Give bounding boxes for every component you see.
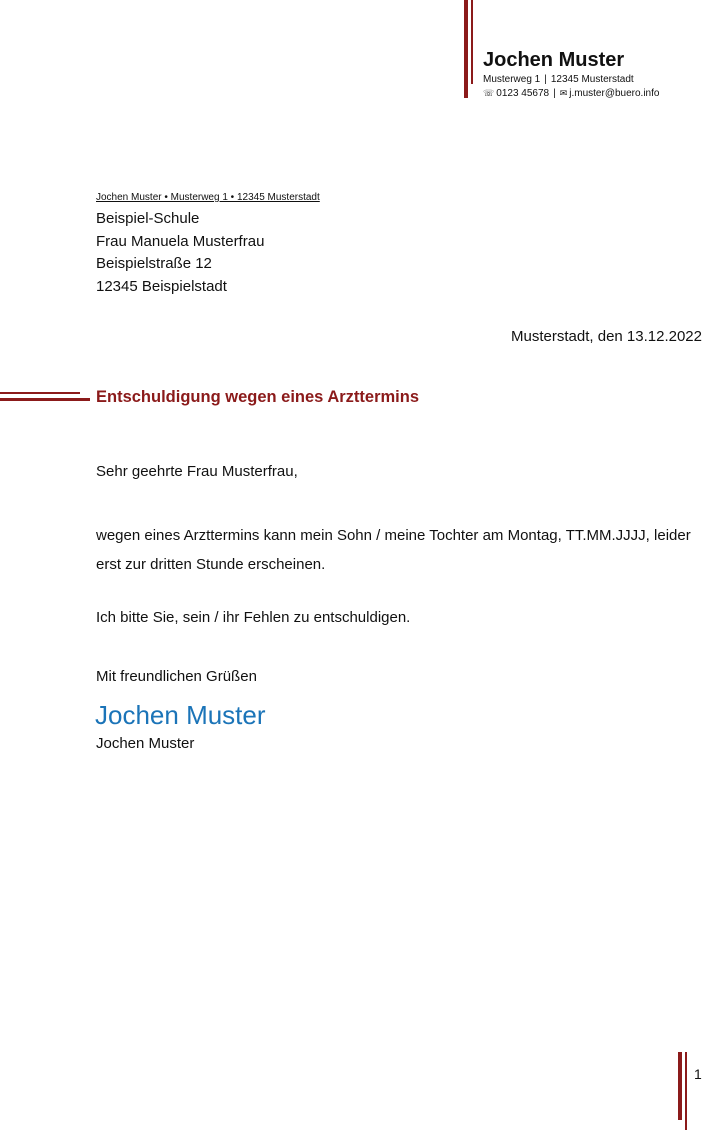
subject-accent-line [0, 392, 80, 394]
header-accent-bar-thin [471, 0, 473, 84]
header-accent-bar [464, 0, 468, 98]
sender-name: Jochen Muster [483, 49, 625, 71]
separator: | [544, 74, 547, 85]
subject-accent-line-thick [0, 398, 90, 401]
letter-date: Musterstadt, den 13.12.2022 [511, 328, 702, 345]
body-paragraph-1 [96, 521, 691, 579]
sender-email: j.muster@buero.info [569, 88, 660, 99]
sender-address [483, 74, 634, 85]
sender-phone: 0123 45678 [496, 88, 550, 99]
page-number: 1 [694, 1066, 702, 1082]
body-paragraph-2: Ich bitte Sie, sein / ihr Fehlen zu entschuldigen. [96, 609, 411, 626]
sender-contact [483, 88, 659, 99]
letter-subject: Entschuldigung wegen eines Arzttermins [96, 388, 420, 406]
footer-accent-bar-thin [685, 1052, 687, 1130]
sender-street: Musterweg 1 [483, 74, 541, 85]
recipient-line: 12345 Beispielstadt [96, 277, 227, 295]
return-address-line: Jochen Muster • Musterweg 1 • 12345 Musterstadt [96, 192, 320, 203]
sender-city: 12345 Musterstadt [550, 74, 634, 85]
signer-name: Jochen Muster [96, 735, 195, 752]
salutation: Sehr geehrte Frau Musterfrau, [96, 463, 298, 480]
signature: Jochen Muster [95, 700, 266, 730]
body-line: wegen eines Arzttermins kann mein Sohn / meine Tochter am Montag, TT.MM.JJJJ, leider [96, 527, 691, 544]
recipient-address [96, 208, 264, 298]
recipient-line: Beispielstraße 12 [96, 255, 212, 272]
body-line: erst zur dritten Stunde erscheinen. [96, 556, 326, 573]
recipient-line: Frau Manuela Musterfrau [96, 232, 265, 250]
separator: | [553, 88, 556, 99]
envelope-icon: ✉ [559, 88, 568, 98]
recipient-line: Beispiel-Schule [96, 210, 200, 227]
phone-icon: ☏ [483, 88, 495, 98]
closing: Mit freundlichen Grüßen [96, 668, 257, 685]
footer-accent-bar [678, 1052, 682, 1120]
